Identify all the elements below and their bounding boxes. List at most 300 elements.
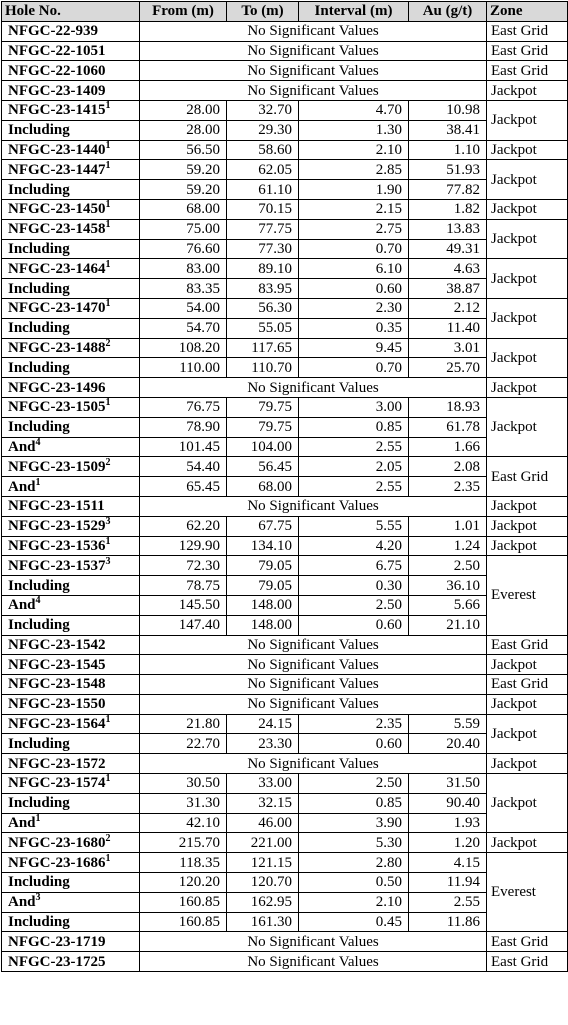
footnote-marker: 2 [105, 832, 111, 844]
footnote-marker: 1 [105, 852, 111, 864]
interval-cell: 2.50 [299, 774, 409, 794]
zone-cell: Jackpot [487, 219, 568, 259]
header-au: Au (g/t) [409, 2, 487, 22]
drill-results-table [1, 1, 568, 972]
table-row [2, 813, 568, 833]
hole-number: NFGC-23-1572 [8, 755, 106, 772]
interval-cell: 2.80 [299, 853, 409, 873]
hole-number: Including [8, 735, 70, 752]
from-cell: 129.90 [140, 536, 227, 556]
to-cell: 79.05 [227, 556, 299, 576]
footnote-marker: 2 [105, 338, 111, 349]
table-row [2, 516, 568, 536]
table-row [2, 833, 568, 853]
table-row [2, 675, 568, 695]
interval-cell: 6.75 [299, 556, 409, 576]
table-row [2, 41, 568, 61]
au-grade-cell: 2.08 [409, 457, 487, 477]
from-cell: 22.70 [140, 734, 227, 754]
zone-cell: Jackpot [487, 259, 568, 299]
hole-number: NFGC-23-1725 [8, 953, 106, 970]
zone-cell: Jackpot [487, 833, 568, 853]
hole-number-cell [2, 21, 140, 41]
hole-number: NFGC-23-1464 [8, 260, 106, 277]
zone-cell: Jackpot [487, 199, 568, 219]
hole-number-cell [2, 576, 140, 596]
hole-number: NFGC-23-1719 [8, 933, 106, 950]
hole-number-cell [2, 41, 140, 61]
hole-number: And [8, 438, 36, 455]
interval-cell: 2.35 [299, 714, 409, 734]
zone-cell: Jackpot [487, 338, 568, 378]
au-grade-cell: 4.15 [409, 853, 487, 873]
from-cell: 160.85 [140, 892, 227, 912]
table-row [2, 397, 568, 417]
interval-cell: 4.20 [299, 536, 409, 556]
zone-cell: Jackpot [487, 496, 568, 516]
hole-number-cell [2, 853, 140, 873]
interval-cell: 0.45 [299, 912, 409, 932]
to-cell: 29.30 [227, 120, 299, 140]
zone-cell: Jackpot [487, 694, 568, 714]
table-row [2, 199, 568, 219]
hole-number-cell [2, 338, 140, 358]
hole-number-cell [2, 81, 140, 101]
to-cell: 117.65 [227, 338, 299, 358]
table-row [2, 873, 568, 893]
hole-number: NFGC-23-1680 [8, 834, 106, 851]
interval-cell: 2.05 [299, 457, 409, 477]
au-grade-cell: 1.93 [409, 813, 487, 833]
hole-number-cell [2, 61, 140, 81]
from-cell: 83.00 [140, 259, 227, 279]
interval-cell: 2.10 [299, 140, 409, 160]
interval-cell: 2.10 [299, 892, 409, 912]
hole-number-cell [2, 239, 140, 259]
au-grade-cell: 1.66 [409, 437, 487, 457]
hole-number-cell [2, 813, 140, 833]
interval-cell: 2.75 [299, 219, 409, 239]
hole-number: Including [8, 240, 70, 257]
to-cell: 58.60 [227, 140, 299, 160]
hole-number-cell [2, 833, 140, 853]
table-row [2, 457, 568, 477]
from-cell: 59.20 [140, 180, 227, 200]
interval-cell: 2.85 [299, 160, 409, 180]
hole-number-cell [2, 279, 140, 299]
hole-number: NFGC-23-1458 [8, 221, 106, 238]
no-significant-values-cell: No Significant Values [140, 754, 487, 774]
hole-number-cell [2, 516, 140, 536]
zone-cell: East Grid [487, 457, 568, 497]
au-grade-cell: 51.93 [409, 160, 487, 180]
to-cell: 161.30 [227, 912, 299, 932]
hole-number: NFGC-23-1470 [8, 300, 106, 317]
header-zone: Zone [487, 2, 568, 22]
interval-cell: 4.70 [299, 100, 409, 120]
footnote-marker: 1 [105, 397, 111, 409]
interval-cell: 0.85 [299, 417, 409, 437]
au-grade-cell: 90.40 [409, 793, 487, 813]
zone-cell: Jackpot [487, 81, 568, 101]
to-cell: 70.15 [227, 199, 299, 219]
hole-number-cell [2, 754, 140, 774]
from-cell: 160.85 [140, 912, 227, 932]
hole-number: NFGC-23-1450 [8, 201, 106, 218]
interval-cell: 0.85 [299, 793, 409, 813]
footnote-marker: 3 [35, 892, 41, 904]
to-cell: 56.30 [227, 298, 299, 318]
au-grade-cell: 38.87 [409, 279, 487, 299]
to-cell: 221.00 [227, 833, 299, 853]
au-grade-cell: 21.10 [409, 615, 487, 635]
table-row [2, 358, 568, 378]
au-grade-cell: 31.50 [409, 774, 487, 794]
table-row [2, 338, 568, 358]
hole-number-cell [2, 912, 140, 932]
au-grade-cell: 2.55 [409, 892, 487, 912]
au-grade-cell: 13.83 [409, 219, 487, 239]
to-cell: 32.70 [227, 100, 299, 120]
zone-cell: Jackpot [487, 160, 568, 200]
from-cell: 83.35 [140, 279, 227, 299]
from-cell: 54.70 [140, 318, 227, 338]
hole-number-cell [2, 892, 140, 912]
footnote-marker: 1 [105, 199, 111, 211]
hole-number: NFGC-23-1529 [8, 518, 106, 535]
au-grade-cell: 1.20 [409, 833, 487, 853]
hole-number-cell [2, 259, 140, 279]
table-row [2, 140, 568, 160]
to-cell: 77.30 [227, 239, 299, 259]
from-cell: 56.50 [140, 140, 227, 160]
hole-number-cell [2, 140, 140, 160]
interval-cell: 1.30 [299, 120, 409, 140]
au-grade-cell: 11.40 [409, 318, 487, 338]
hole-number-cell [2, 774, 140, 794]
hole-number: And [8, 815, 36, 832]
hole-number-cell [2, 714, 140, 734]
table-row [2, 655, 568, 675]
from-cell: 62.20 [140, 516, 227, 536]
to-cell: 83.95 [227, 279, 299, 299]
table-row [2, 694, 568, 714]
au-grade-cell: 2.12 [409, 298, 487, 318]
zone-cell: Jackpot [487, 774, 568, 833]
interval-cell: 0.60 [299, 279, 409, 299]
footnote-marker: 1 [105, 298, 111, 310]
interval-cell: 2.15 [299, 199, 409, 219]
no-significant-values-cell: No Significant Values [140, 675, 487, 695]
hole-number-cell [2, 437, 140, 457]
no-significant-values-cell: No Significant Values [140, 21, 487, 41]
zone-cell: Everest [487, 556, 568, 635]
hole-number: NFGC-23-1542 [8, 636, 106, 653]
table-row [2, 952, 568, 972]
au-grade-cell: 25.70 [409, 358, 487, 378]
footnote-marker: 3 [105, 555, 111, 567]
from-cell: 145.50 [140, 595, 227, 615]
to-cell: 67.75 [227, 516, 299, 536]
hole-number: Including [8, 181, 70, 198]
no-significant-values-cell: No Significant Values [140, 635, 487, 655]
to-cell: 79.05 [227, 576, 299, 596]
zone-cell: Jackpot [487, 397, 568, 456]
hole-number-cell [2, 556, 140, 576]
au-grade-cell: 1.24 [409, 536, 487, 556]
footnote-marker: 1 [105, 773, 111, 785]
to-cell: 46.00 [227, 813, 299, 833]
table-row [2, 932, 568, 952]
no-significant-values-cell: No Significant Values [140, 41, 487, 61]
table-row [2, 496, 568, 516]
from-cell: 110.00 [140, 358, 227, 378]
interval-cell: 5.55 [299, 516, 409, 536]
table-row [2, 180, 568, 200]
table-row [2, 754, 568, 774]
hole-number-cell [2, 219, 140, 239]
hole-number: Including [8, 874, 70, 891]
au-grade-cell: 36.10 [409, 576, 487, 596]
to-cell: 79.75 [227, 397, 299, 417]
table-row [2, 160, 568, 180]
zone-cell: Jackpot [487, 140, 568, 160]
au-grade-cell: 4.63 [409, 259, 487, 279]
table-row [2, 774, 568, 794]
table-row [2, 417, 568, 437]
no-significant-values-cell: No Significant Values [140, 61, 487, 81]
hole-number: And [8, 894, 36, 911]
to-cell: 62.05 [227, 160, 299, 180]
interval-cell: 0.70 [299, 239, 409, 259]
hole-number: Including [8, 914, 70, 931]
interval-cell: 2.55 [299, 437, 409, 457]
no-significant-values-cell: No Significant Values [140, 694, 487, 714]
to-cell: 23.30 [227, 734, 299, 754]
from-cell: 101.45 [140, 437, 227, 457]
au-grade-cell: 5.66 [409, 595, 487, 615]
from-cell: 65.45 [140, 477, 227, 497]
zone-cell: Jackpot [487, 378, 568, 398]
to-cell: 162.95 [227, 892, 299, 912]
to-cell: 77.75 [227, 219, 299, 239]
au-grade-cell: 1.10 [409, 140, 487, 160]
table-row [2, 892, 568, 912]
table-row [2, 576, 568, 596]
to-cell: 148.00 [227, 615, 299, 635]
footnote-marker: 1 [105, 159, 111, 171]
no-significant-values-cell: No Significant Values [140, 952, 487, 972]
from-cell: 54.40 [140, 457, 227, 477]
hole-number: NFGC-22-939 [8, 23, 98, 40]
interval-cell: 3.00 [299, 397, 409, 417]
table-row [2, 120, 568, 140]
interval-cell: 5.30 [299, 833, 409, 853]
table-row [2, 477, 568, 497]
to-cell: 110.70 [227, 358, 299, 378]
hole-number-cell [2, 100, 140, 120]
header-row [2, 2, 568, 22]
from-cell: 78.75 [140, 576, 227, 596]
hole-number-cell [2, 417, 140, 437]
table-row [2, 595, 568, 615]
hole-number-cell [2, 298, 140, 318]
zone-cell: East Grid [487, 635, 568, 655]
hole-number-cell [2, 675, 140, 695]
hole-number-cell [2, 595, 140, 615]
footnote-marker: 1 [35, 813, 41, 825]
table-row [2, 536, 568, 556]
no-significant-values-cell: No Significant Values [140, 655, 487, 675]
au-grade-cell: 1.82 [409, 199, 487, 219]
hole-number: And [8, 478, 36, 495]
table-row [2, 100, 568, 120]
table-row [2, 556, 568, 576]
au-grade-cell: 5.59 [409, 714, 487, 734]
to-cell: 61.10 [227, 180, 299, 200]
hole-number: Including [8, 122, 70, 139]
header-interval: Interval (m) [299, 2, 409, 22]
table-row [2, 81, 568, 101]
table-header [2, 2, 568, 22]
header-to: To (m) [227, 2, 299, 22]
hole-number-cell [2, 397, 140, 417]
from-cell: 118.35 [140, 853, 227, 873]
no-significant-values-cell: No Significant Values [140, 932, 487, 952]
hole-number-cell [2, 378, 140, 398]
footnote-marker: 1 [105, 140, 111, 151]
hole-number: NFGC-23-1564 [8, 716, 106, 733]
to-cell: 121.15 [227, 853, 299, 873]
from-cell: 75.00 [140, 219, 227, 239]
hole-number: NFGC-23-1545 [8, 656, 106, 673]
footnote-marker: 3 [105, 516, 111, 528]
table-body [2, 21, 568, 971]
no-significant-values-cell: No Significant Values [140, 496, 487, 516]
au-grade-cell: 11.86 [409, 912, 487, 932]
interval-cell: 0.60 [299, 734, 409, 754]
table-row [2, 219, 568, 239]
header-from: From (m) [140, 2, 227, 22]
to-cell: 33.00 [227, 774, 299, 794]
hole-number: NFGC-23-1447 [8, 161, 106, 178]
hole-number-cell [2, 932, 140, 952]
hole-number: Including [8, 280, 70, 297]
table-row [2, 437, 568, 457]
interval-cell: 6.10 [299, 259, 409, 279]
hole-number: Including [8, 577, 70, 594]
footnote-marker: 1 [105, 258, 111, 270]
hole-number: NFGC-23-1505 [8, 399, 106, 416]
footnote-marker: 2 [105, 456, 111, 468]
from-cell: 68.00 [140, 199, 227, 219]
from-cell: 120.20 [140, 873, 227, 893]
hole-number: Including [8, 419, 70, 436]
hole-number: NFGC-23-1440 [8, 141, 106, 158]
au-grade-cell: 20.40 [409, 734, 487, 754]
to-cell: 56.45 [227, 457, 299, 477]
hole-number-cell [2, 496, 140, 516]
footnote-marker: 1 [105, 219, 111, 231]
zone-cell: East Grid [487, 21, 568, 41]
table-row [2, 61, 568, 81]
footnote-marker: 4 [35, 595, 41, 607]
from-cell: 147.40 [140, 615, 227, 635]
hole-number-cell [2, 457, 140, 477]
hole-number: NFGC-22-1051 [8, 42, 106, 59]
hole-number: NFGC-23-1548 [8, 676, 106, 693]
to-cell: 79.75 [227, 417, 299, 437]
hole-number: NFGC-23-1686 [8, 854, 106, 871]
interval-cell: 9.45 [299, 338, 409, 358]
from-cell: 54.00 [140, 298, 227, 318]
table-row [2, 793, 568, 813]
from-cell: 28.00 [140, 100, 227, 120]
hole-number: NFGC-23-1537 [8, 557, 106, 574]
footnote-marker: 4 [35, 437, 41, 448]
to-cell: 68.00 [227, 477, 299, 497]
hole-number: NFGC-23-1509 [8, 458, 106, 475]
hole-number: Including [8, 320, 70, 337]
zone-cell: Jackpot [487, 100, 568, 140]
hole-number: Including [8, 617, 70, 634]
footnote-marker: 1 [105, 714, 111, 726]
au-grade-cell: 18.93 [409, 397, 487, 417]
interval-cell: 1.90 [299, 180, 409, 200]
hole-number-cell [2, 793, 140, 813]
hole-number-cell [2, 199, 140, 219]
zone-cell: Jackpot [487, 655, 568, 675]
zone-cell: Everest [487, 853, 568, 932]
hole-number: And [8, 597, 36, 614]
hole-number-cell [2, 873, 140, 893]
zone-cell: East Grid [487, 41, 568, 61]
from-cell: 76.60 [140, 239, 227, 259]
footnote-marker: 1 [35, 476, 41, 488]
from-cell: 42.10 [140, 813, 227, 833]
zone-cell: Jackpot [487, 714, 568, 754]
from-cell: 59.20 [140, 160, 227, 180]
zone-cell: East Grid [487, 952, 568, 972]
interval-cell: 2.30 [299, 298, 409, 318]
au-grade-cell: 11.94 [409, 873, 487, 893]
from-cell: 76.75 [140, 397, 227, 417]
zone-cell: Jackpot [487, 754, 568, 774]
zone-cell: East Grid [487, 932, 568, 952]
hole-number-cell [2, 635, 140, 655]
hole-number-cell [2, 180, 140, 200]
to-cell: 104.00 [227, 437, 299, 457]
table-row [2, 635, 568, 655]
hole-number: NFGC-22-1060 [8, 62, 106, 79]
table-row [2, 853, 568, 873]
to-cell: 148.00 [227, 595, 299, 615]
hole-number-cell [2, 536, 140, 556]
from-cell: 72.30 [140, 556, 227, 576]
hole-number-cell [2, 615, 140, 635]
hole-number: NFGC-23-1574 [8, 775, 106, 792]
au-grade-cell: 2.35 [409, 477, 487, 497]
zone-cell: East Grid [487, 61, 568, 81]
from-cell: 30.50 [140, 774, 227, 794]
hole-number-cell [2, 358, 140, 378]
from-cell: 28.00 [140, 120, 227, 140]
no-significant-values-cell: No Significant Values [140, 378, 487, 398]
table-row [2, 279, 568, 299]
hole-number: NFGC-23-1511 [8, 498, 105, 515]
from-cell: 215.70 [140, 833, 227, 853]
footnote-marker: 1 [105, 100, 111, 112]
